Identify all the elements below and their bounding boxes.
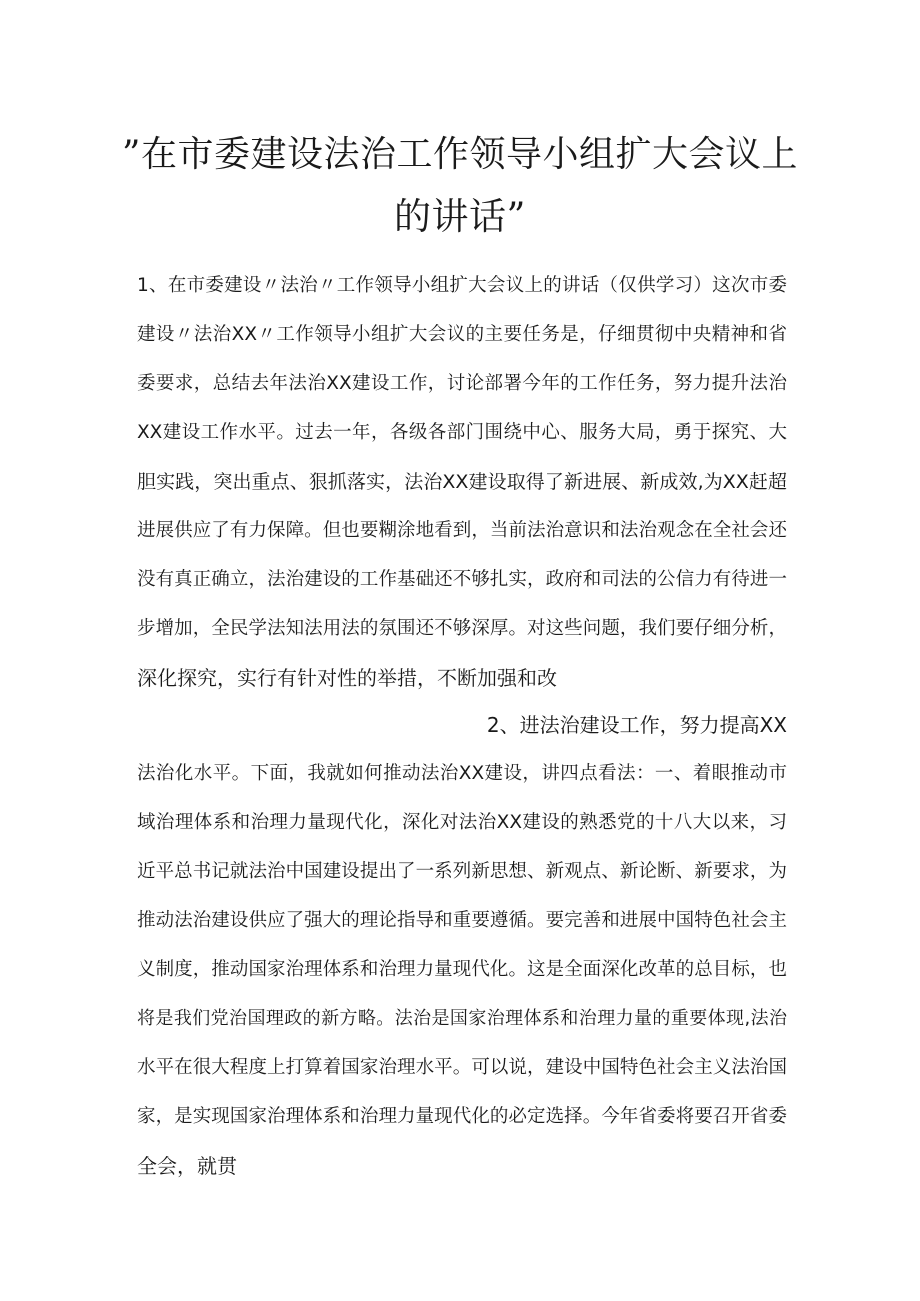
paragraph-line: 步增加，全民学法知法用法的氛围还不够深厚。对这些问题，我们要仔细分析， xyxy=(137,618,787,639)
paragraph-line: 水平在很大程度上打算着国家治理水平。可以说，建设中国特色社会主义法治国 xyxy=(137,1057,787,1078)
paragraph-line: 没有真正确立，法治建设的工作基础还不够扎实，政府和司法的公信力有待进一 xyxy=(137,569,787,590)
paragraph-line: 胆实践，突出重点、狠抓落实，法治XX建设取得了新进展、新成效,为XX赶超 xyxy=(137,471,787,493)
document-title-line-2: 的讲话” xyxy=(394,195,526,238)
paragraph-line: 委要求，总结去年法治XX建设工作，讨论部署今年的工作任务，努力提升法治 xyxy=(137,373,787,394)
paragraph-line: XX建设工作水平。过去一年，各级各部门围绕中心、服务大局，勇于探究、大 xyxy=(137,422,787,443)
paragraph-line: 域治理体系和治理力量现代化，深化对法治XX建设的熟悉党的十八大以来，习 xyxy=(137,812,787,833)
paragraph-line: 家，是实现国家治理体系和治理力量现代化的必定选择。今年省委将要召开省委 xyxy=(137,1106,787,1127)
paragraph-line: 建设〃法治XX〃工作领导小组扩大会议的主要任务是，仔细贯彻中央精神和省 xyxy=(137,324,787,345)
paragraph-line: 深化探究，实行有针对性的举措，不断加强和改 xyxy=(137,666,557,690)
paragraph-line: 进展供应了有力保障。但也要糊涂地看到，当前法治意识和法治观念在全社会还 xyxy=(137,520,787,541)
paragraph-line: 法治化水平。下面，我就如何推动法治XX建设，讲四点看法：一、着眼推动市 xyxy=(137,763,787,784)
document-title-line-1: ”在市委建设法治工作领导小组扩大会议上 xyxy=(122,134,798,175)
paragraph-line: 全会，就贯 xyxy=(137,1154,237,1178)
paragraph-line: 义制度，推动国家治理体系和治理力量现代化。这是全面深化改革的总目标，也 xyxy=(137,959,787,980)
paragraph-line: 将是我们党治国理政的新方略。法治是国家治理体系和治理力量的重要体现,法治 xyxy=(137,1008,787,1029)
paragraph-line: 1、在市委建设〃法治〃工作领导小组扩大会议上的讲话（仅供学习）这次市委 xyxy=(137,275,787,296)
paragraph-line: 2、进法治建设工作，努力提高XX xyxy=(486,713,787,737)
paragraph-line: 近平总书记就法治中国建设提出了一系列新思想、新观点、新论断、新要求，为 xyxy=(137,861,787,882)
paragraph-line: 推动法治建设供应了强大的理论指导和重要遵循。要完善和进展中国特色社会主 xyxy=(137,910,787,931)
